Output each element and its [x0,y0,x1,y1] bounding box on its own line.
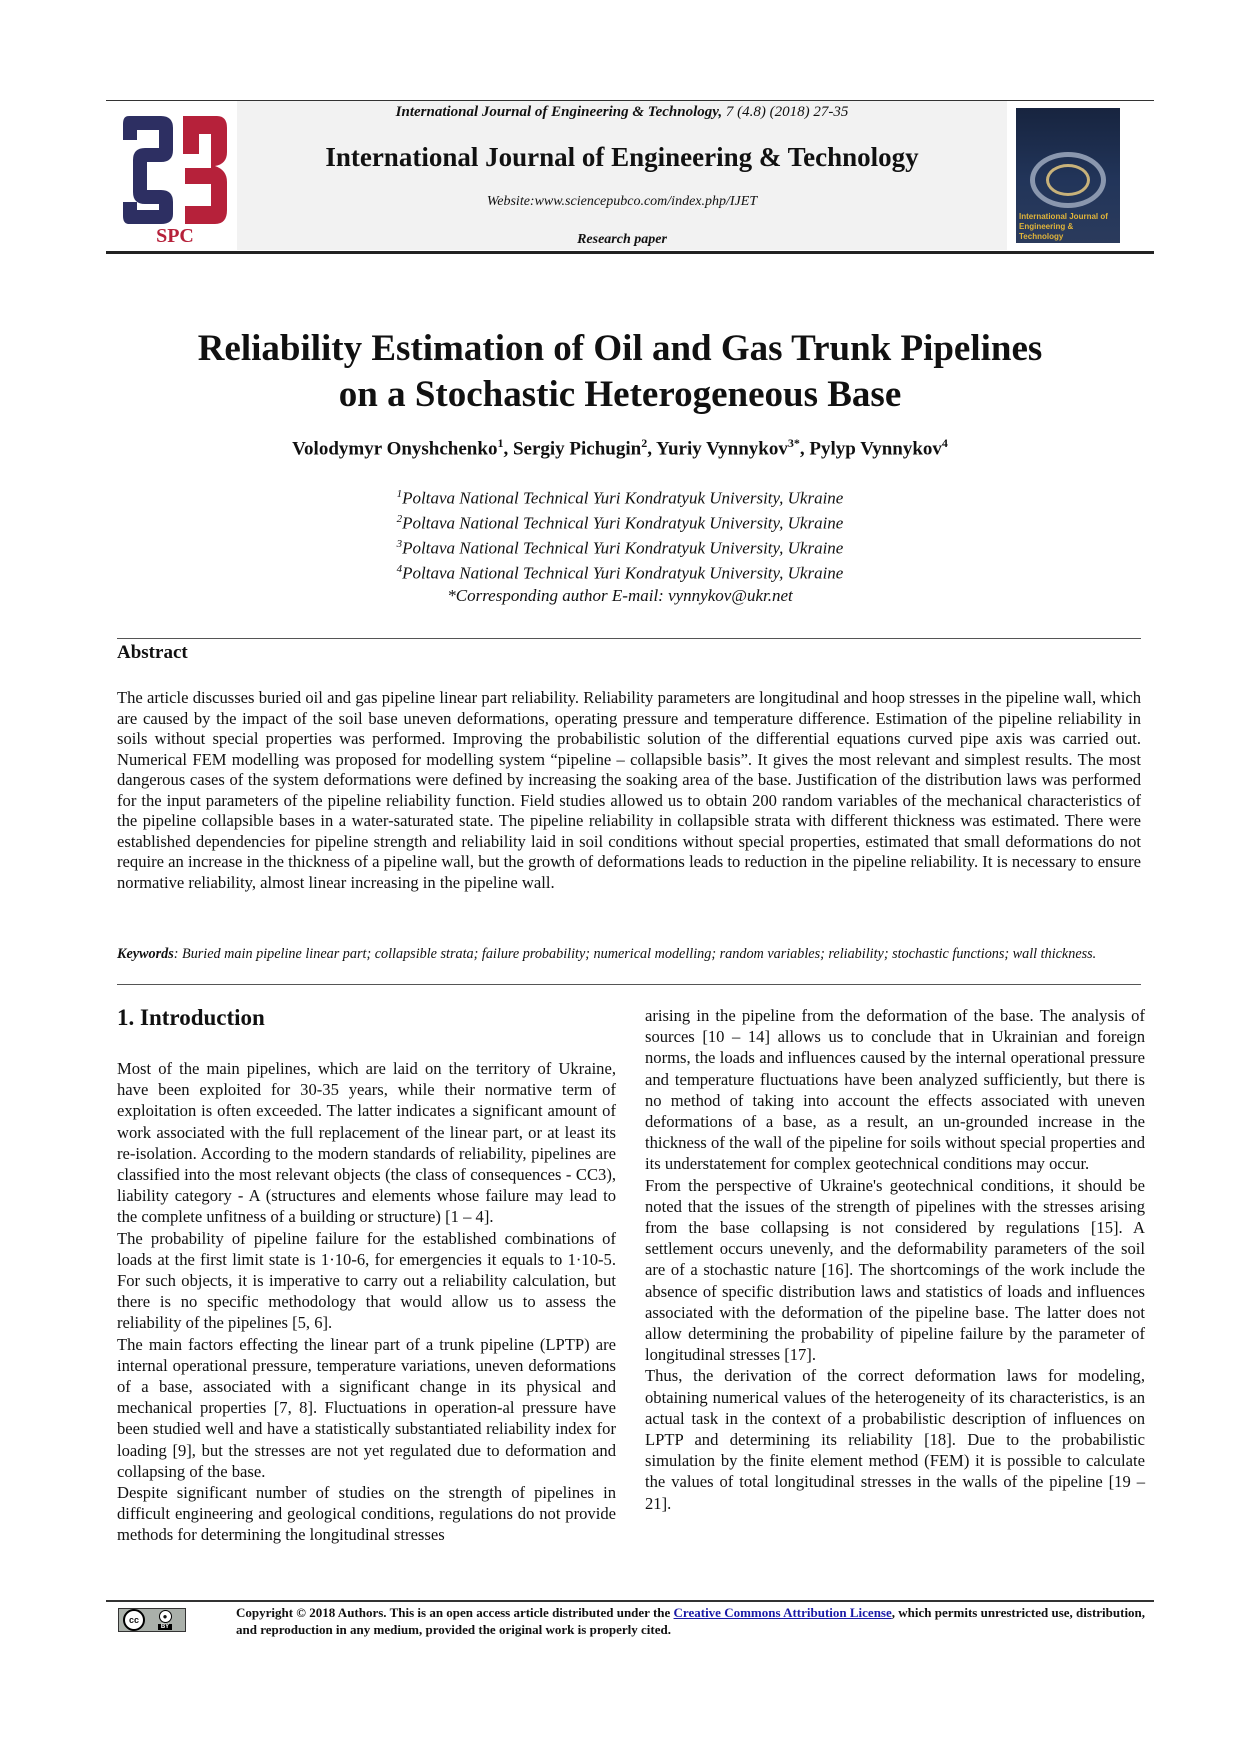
body-paragraph: Thus, the derivation of the correct deformation laws for modeling, obtaining numerical values of the heterogeneity of its characteristics, is an actual task in the context of a probabilistic description of influences on LPTP and determining its reliability [18]. Due to the probabilistic simulation by the finite element method (FEM) it is possible to calculate the values of total longitudinal stresses in the walls of the pipeline [19 – 21]. [645,1366,1145,1513]
body-paragraph: The probability of pipeline failure for the established combinations of loads at the first limit state is 1·10-6, for emergencies it equals to 1·10-5. For such objects, it is imperative to carry out a reliability calculation, but there is no specific methodology that would allow us to assess the reliability of the pipelines [5, 6]. [117,1228,616,1333]
creative-commons-icon: cc [123,1609,145,1631]
author-name: Yuriy Vynnykov [656,438,788,460]
affiliation-sup: 1 [396,488,403,500]
affiliation [120,534,1120,559]
title-line-1: Reliability Estimation of Oil and Gas Trunk Pipelines [197,328,1043,369]
author-sup: 4 [941,436,948,450]
author-name: Sergiy Pichugin [512,438,642,460]
affiliation-text: Poltava National Technical Yuri Kondratyuk University, Ukraine [402,564,844,584]
copyright-notice [236,1605,1146,1638]
footer-rule [106,1600,1154,1602]
attribution-person-icon: ● [159,1610,172,1623]
license-link[interactable]: Creative Commons Attribution License [673,1605,892,1620]
affiliation-sup: 4 [396,563,403,576]
spc-logo [115,106,235,246]
affiliation [120,484,1120,509]
header-band [237,100,1007,250]
keywords-text: : Buried main pipeline linear part; collapsible strata; failure probability; numerical modelling; random variables; reliability; stochastic functions; wall thickness. [173,946,1097,962]
cc-by-license-badge[interactable] [118,1608,186,1632]
journal-reference [237,104,1007,121]
header-rule-top [106,100,1154,101]
author-separator: , [647,438,657,460]
affiliation-text: Poltava National Technical Yuri Kondratyuk University, Ukraine [402,488,844,508]
body-paragraph: Despite significant number of studies on the strength of pipelines in difficult engineering and geological conditions, regulations do not provide methods for determining the longitudinal stresses [117,1483,616,1545]
body-paragraph: The main factors effecting the linear part of a trunk pipeline (LPTP) are internal operational pressure, temperature variations, uneven deformations of a base, associated with a significant change in its physical and mechanical properties [7, 8]. Fluctuations in operation-al pressure have been studied well and have a statistically substantiated reliability index for loading [9], but the stresses are not yet regulated due to deformation and collapsing of the base. [117,1334,616,1481]
copyright-text-after: , which permits unrestricted use, distribution, and reproduction in any medium, provided the original work is properly cited. [236,1605,1146,1637]
affiliation-text: Poltava National Technical Yuri Kondratyuk University, Ukraine [402,538,844,558]
author-separator: , [799,438,810,460]
journal-cover-image [1016,108,1120,243]
body-column-left [117,1058,616,1546]
by-label: BY [158,1624,172,1630]
journal-ref-title: International Journal of Engineering & Technology, [395,104,723,120]
journal-name: International Journal of Engineering & Technology [325,142,919,172]
logo-text: SPC [156,225,194,246]
paper-title [120,326,1120,418]
copyright-text-before: Copyright © 2018 Authors. This is an open access article distributed under the [236,1605,674,1620]
abstract-rule-top [117,638,1141,639]
affiliation-sup: 3 [396,538,403,551]
body-paragraph: arising in the pipeline from the deformation of the base. The analysis of sources [10 – 14] allows us to conclude that in Ukrainian and foreign norms, the loads and influences caused by the internal operational pressure and temperature fluctuations have been analyzed sufficiently, but there is no method of taking into account the effects associated with uneven deformations of a base, as a result, an un-grounded increase in the thickness of the wall of the pipeline for soils without special properties and its understatement for complex geotechnical conditions may occur. [645,1006,1145,1174]
cover-ring-inner [1046,164,1090,196]
affiliation [120,559,1120,584]
abstract-text: The article discusses buried oil and gas pipeline linear part reliability. Reliability parameters are longitudinal and hoop stresses in the pipeline wall, which are caused by the impact of the soil base uneven deformations, operating pressure and temperature difference. Estimation of the pipeline reliability in soils without special properties was performed. Improving the probabilistic solution of the differential equations curved pipe axis was carried out. Numerical FEM modelling was proposed for modelling system “pipeline – collapsible basis”. It gives the most relevant and simplest results. The most dangerous cases of the system deformations were defined by increasing the soaking area of the base. Justification of the distribution laws was performed for the input parameters of the pipeline reliability function. Field studies allowed us to obtain 200 random variables of the mechanical characteristics of the pipeline collapsible bases in a water-saturated state. The pipeline reliability in collapsible strata with different thickness was estimated. There were established dependencies for pipeline strength and reliability laid in soil conditions without special properties, estimated that small deformations do not require an increase in the thickness of a pipeline wall, but the growth of deformations leads to reduction in the pipeline reliability. It is necessary to ensure normative reliability, almost linear increasing in the pipeline wall. [117,688,1141,892]
author-sup: 1 [497,436,504,450]
affiliation-sup: 2 [396,513,403,526]
body-paragraph: From the perspective of Ukraine's geotechnical conditions, it should be noted that the issues of the strength of pipelines with the stresses arising from the base collapsing is not considered by regulations [15]. A settlement occurs unevenly, and the deformability parameters of the soil are of a stochastic nature [16]. The shortcomings of the work include the absence of specific distribution laws and statistics of loads and influences associated with the deformation of the pipeline base. The latter does not allow determining the probability of pipeline failure by the parameter of longitudinal stresses [17]. [645,1175,1145,1365]
header-rule-bottom [106,251,1154,254]
paper-type: Research paper [577,232,667,247]
keywords [117,946,1141,964]
author-list [120,436,1120,460]
body-paragraph: Most of the main pipelines, which are laid on the territory of Ukraine, have been exploited for 30-35 years, while their normative term of exploitation is often exceeded. The latter indicates a significant amount of work associated with the full replacement of the linear part, or at least its re-isolation. According to the modern standards of reliability, pipelines are classified into the most relevant objects (the class of consequences - CC3), liability category - A (structures and elements whose failure may lead to the complete unfitness of a building or structure) [1 – 4]. [117,1059,616,1227]
author-name: Volodymyr Onyshchenko [292,438,498,460]
body-column-right [645,1005,1145,1514]
affiliation-text: Poltava National Technical Yuri Kondratyuk University, Ukraine [402,513,844,533]
author-sup: 2 [641,436,648,450]
journal-website: Website:www.sciencepubco.com/index.php/IJET [486,194,758,209]
affiliation [120,509,1120,534]
abstract-heading: Abstract [117,642,188,663]
title-line-2: on a Stochastic Heterogeneous Base [338,374,902,415]
author-separator: , [503,438,513,460]
corresponding-author: *Corresponding author E-mail: vynnykov@ukr.net [447,585,793,605]
cover-label: International Journal of Engineering & Technology [1019,212,1108,241]
keywords-label: Keywords [117,946,174,962]
author-name: Pylyp Vynnykov [809,438,942,460]
attribution-block [145,1610,185,1630]
affiliation-list [120,484,1120,606]
author-sup: 3* [787,436,800,450]
journal-ref-volume: 7 (4.8) (2018) 27-35 [722,104,849,120]
abstract-rule-bottom [117,984,1141,985]
section-heading-introduction: 1. Introduction [117,1005,265,1030]
